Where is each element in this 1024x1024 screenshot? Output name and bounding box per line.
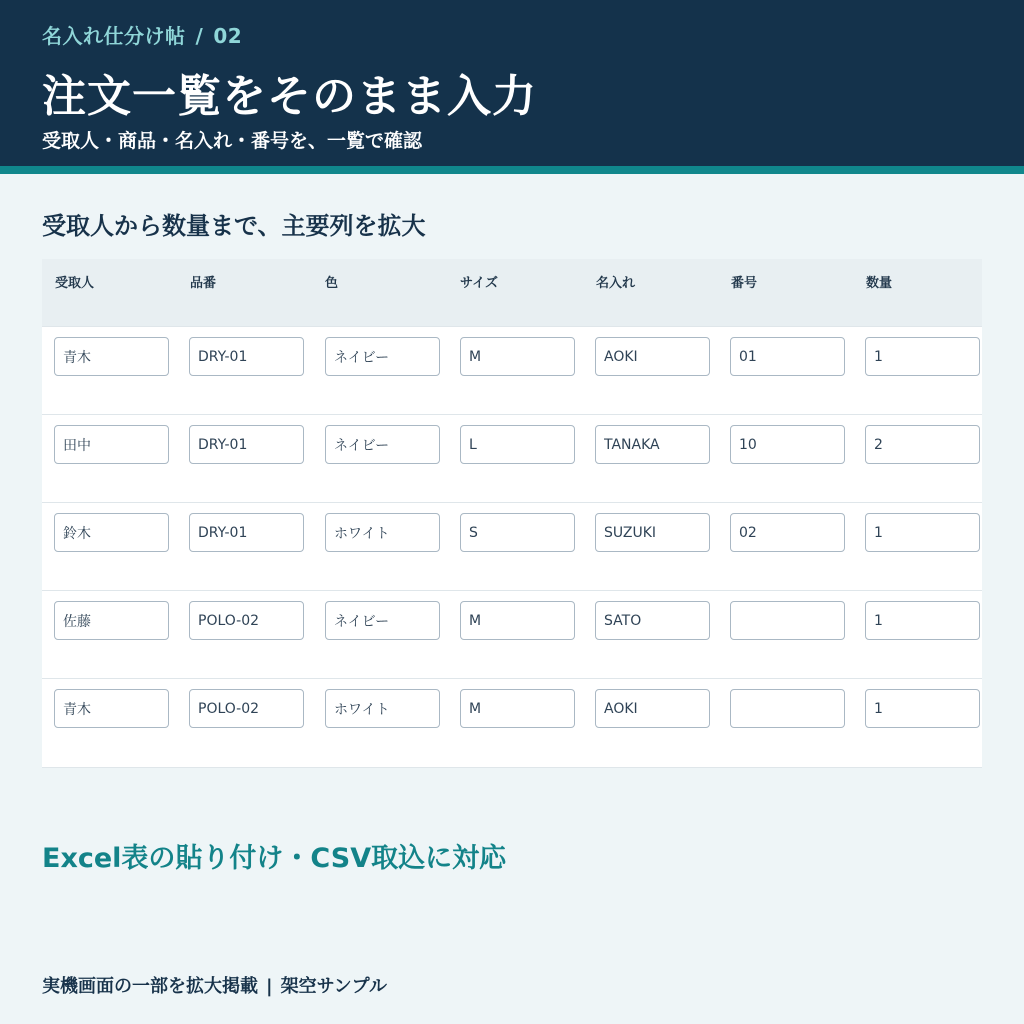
quantity-input[interactable]: [865, 425, 980, 464]
import-feature-note: Excel表の貼り付け・CSV取込に対応: [42, 843, 507, 874]
order-table: [42, 259, 982, 768]
table-row: [42, 678, 982, 766]
size-input[interactable]: [460, 425, 575, 464]
name-print-input[interactable]: [595, 337, 710, 376]
column-header-recipient: 受取人: [55, 276, 95, 291]
table-row: [42, 326, 982, 414]
name-print-input[interactable]: [595, 425, 710, 464]
recipient-input[interactable]: [54, 337, 169, 376]
number-input[interactable]: [730, 601, 845, 640]
color-input[interactable]: [325, 425, 440, 464]
series-number: 02: [213, 24, 243, 48]
number-input[interactable]: [730, 689, 845, 728]
series-name: 名入れ仕分け帖: [42, 24, 186, 48]
column-header-size: サイズ: [460, 276, 498, 291]
product-code-input[interactable]: [189, 689, 304, 728]
product-code-input[interactable]: [189, 337, 304, 376]
quantity-input[interactable]: [865, 513, 980, 552]
name-print-input[interactable]: [595, 601, 710, 640]
header-banner: [0, 0, 1024, 166]
section-heading: 受取人から数量まで、主要列を拡大: [42, 212, 426, 240]
footer-caption-left: 実機画面の一部を拡大掲載: [42, 976, 258, 997]
footer-caption-right: 架空サンプル: [280, 976, 387, 997]
product-code-input[interactable]: [189, 601, 304, 640]
product-code-input[interactable]: [189, 425, 304, 464]
number-input[interactable]: [730, 337, 845, 376]
table-header: [42, 259, 982, 326]
column-header-quantity: 数量: [866, 276, 893, 291]
name-print-input[interactable]: [595, 513, 710, 552]
product-code-input[interactable]: [189, 513, 304, 552]
recipient-input[interactable]: [54, 601, 169, 640]
column-header-number: 番号: [731, 276, 758, 291]
quantity-input[interactable]: [865, 689, 980, 728]
color-input[interactable]: [325, 601, 440, 640]
header-accent-bar: [0, 166, 1024, 174]
color-input[interactable]: [325, 689, 440, 728]
quantity-input[interactable]: [865, 601, 980, 640]
size-input[interactable]: [460, 601, 575, 640]
column-header-name-print: 名入れ: [596, 276, 636, 291]
page-title: 注文一覧をそのまま入力: [42, 71, 537, 122]
column-header-product-code: 品番: [190, 276, 217, 291]
recipient-input[interactable]: [54, 425, 169, 464]
footer-caption: [42, 972, 387, 998]
number-input[interactable]: [730, 513, 845, 552]
column-header-color: 色: [325, 276, 339, 291]
page-subtitle: 受取人・商品・名入れ・番号を、一覧で確認: [42, 130, 423, 152]
quantity-input[interactable]: [865, 337, 980, 376]
name-print-input[interactable]: [595, 689, 710, 728]
table-row: [42, 414, 982, 502]
size-input[interactable]: [460, 689, 575, 728]
table-row: [42, 590, 982, 678]
series-separator: /: [195, 24, 204, 48]
recipient-input[interactable]: [54, 513, 169, 552]
size-input[interactable]: [460, 337, 575, 376]
size-input[interactable]: [460, 513, 575, 552]
footer-separator: |: [266, 976, 273, 997]
color-input[interactable]: [325, 513, 440, 552]
recipient-input[interactable]: [54, 689, 169, 728]
number-input[interactable]: [730, 425, 845, 464]
table-row: [42, 502, 982, 590]
series-label: [42, 20, 242, 49]
color-input[interactable]: [325, 337, 440, 376]
